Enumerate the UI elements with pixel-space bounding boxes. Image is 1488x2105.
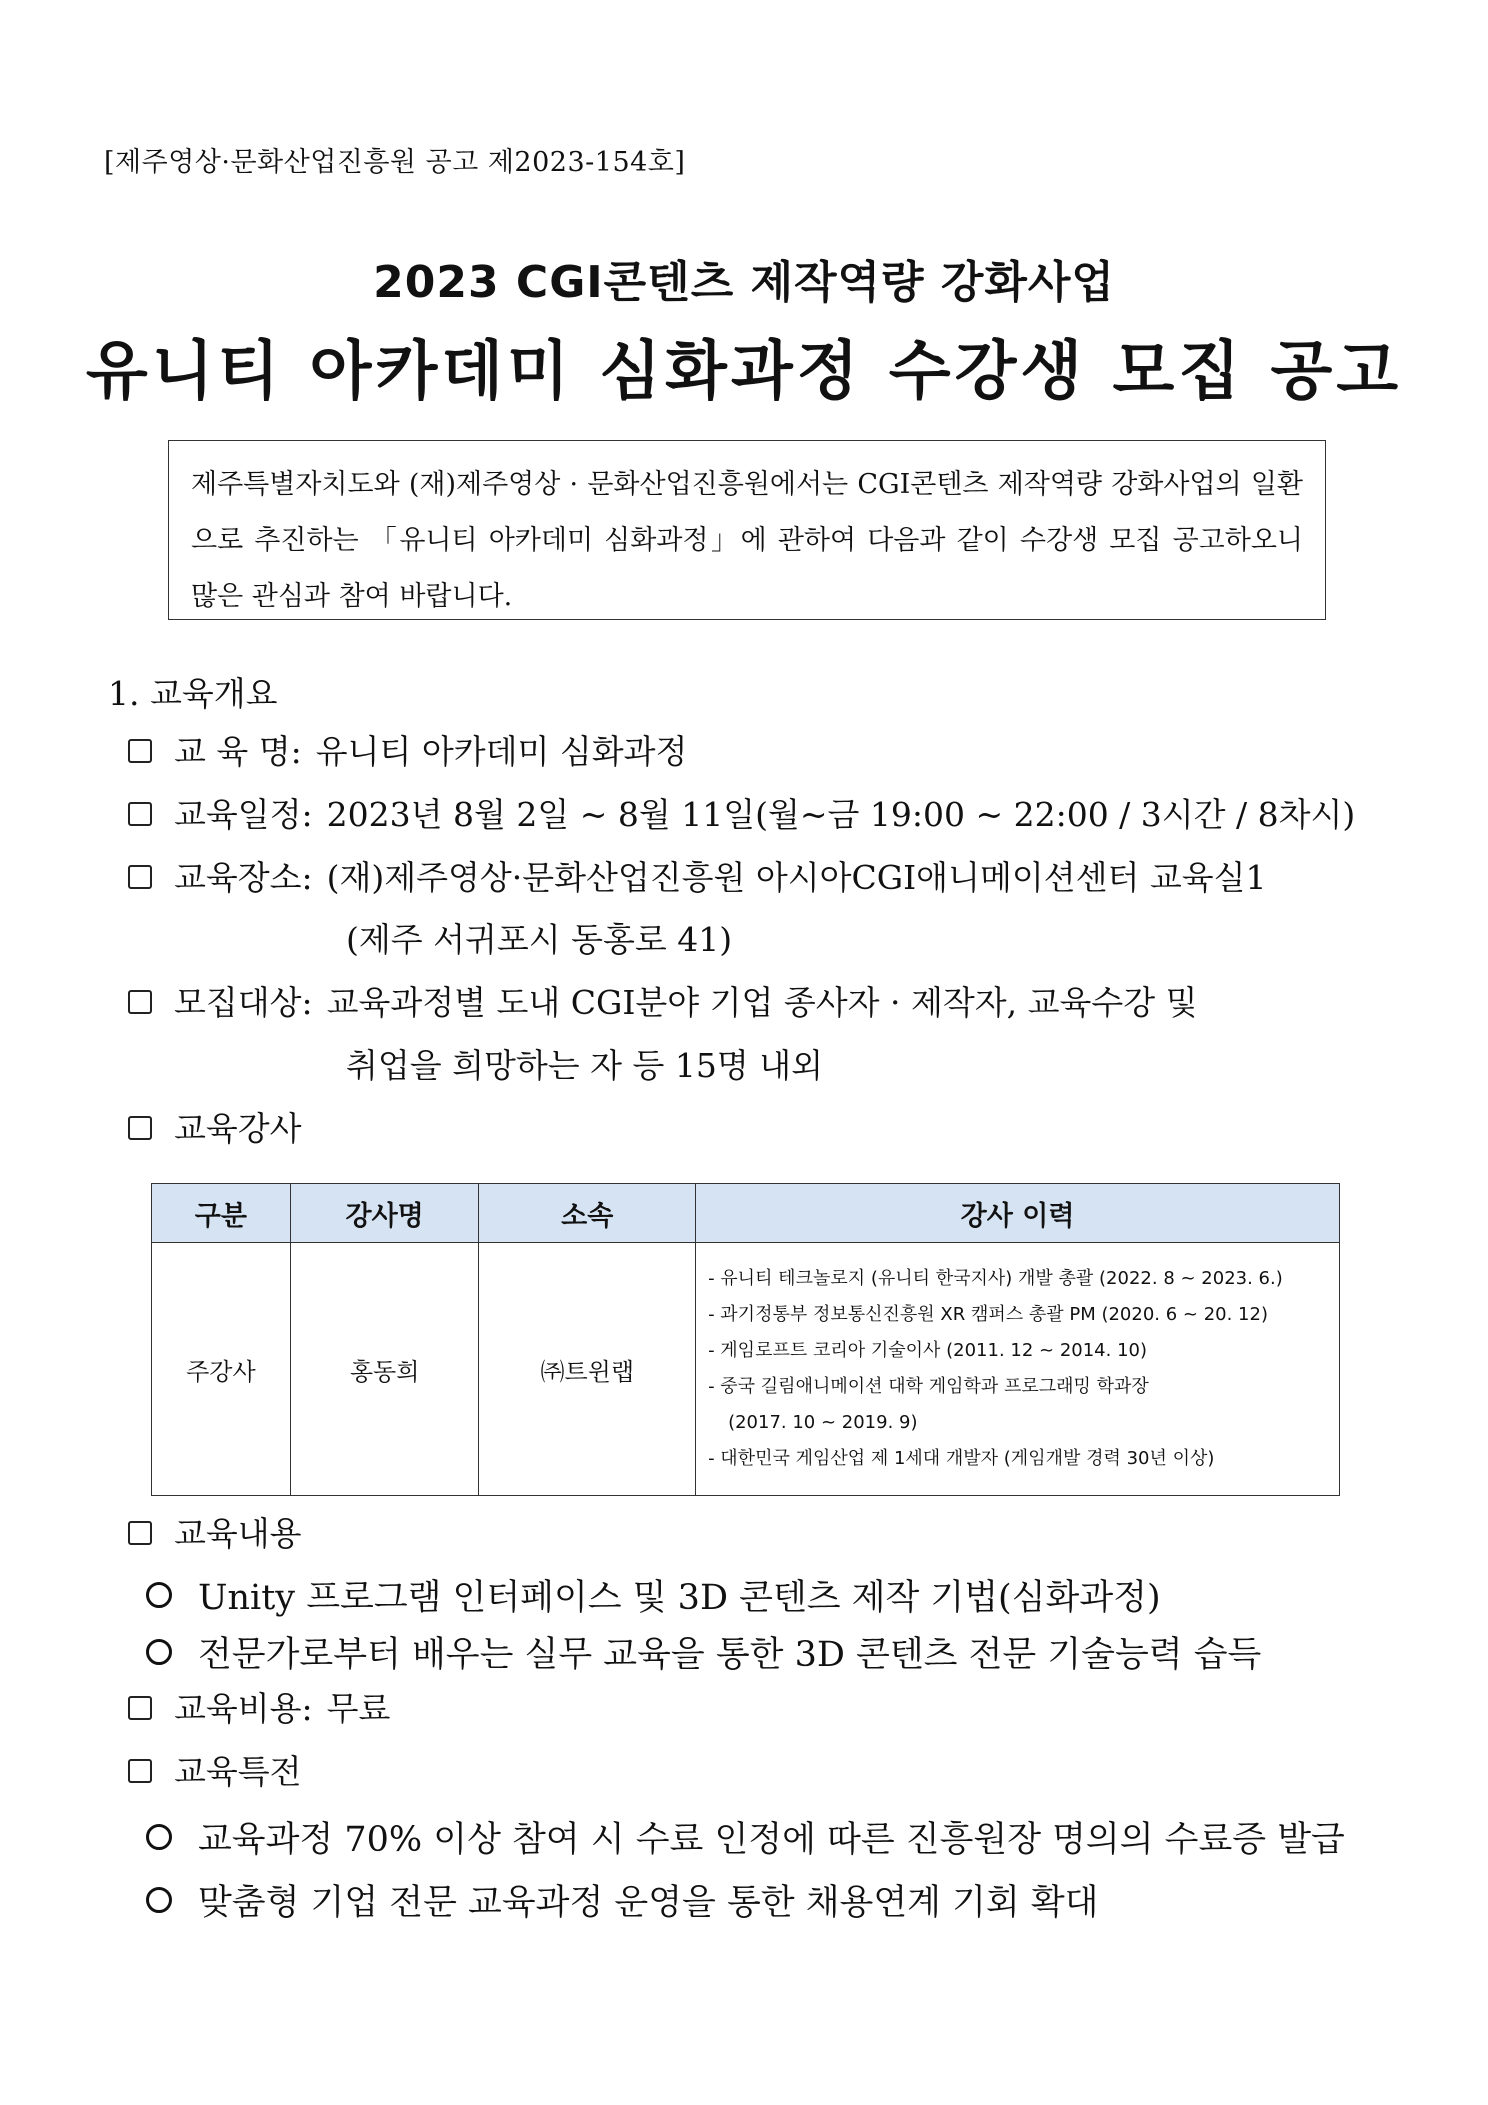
benefit-bullet-text: 교육과정 70% 이상 참여 시 수료 인정에 따른 진흥원장 명의의 수료증 발급 [198, 1820, 1345, 1860]
history-line: - 과기정통부 정보통신진흥원 XR 캠퍼스 총괄 PM (2020. 6 ~ 20. 12) [708, 1304, 1268, 1325]
venue-value: (재)제주영상·문화산업진흥원 아시아CGI애니메이션센터 교육실1 [326, 858, 1267, 897]
intro-text: 제주특별자치도와 (재)제주영상 · 문화산업진흥원에서는 CGI콘텐츠 제작역량 강화사업의 일환으로 추진하는 「유니티 아카데미 심화과정」에 관하여 다음과 같이 수강생 모집 공고하오니 많은 관심과 참여 바랍니다. [191, 469, 1303, 612]
document-subtitle: 2023 CGI콘텐츠 제작역량 강화사업 [373, 257, 1115, 308]
cell-type: 주강사 [152, 1243, 291, 1496]
benefit-label: 교육특전 [174, 1752, 302, 1791]
content-bullet-text: Unity 프로그램 인터페이스 및 3D 콘텐츠 제작 기법(심화과정) [198, 1578, 1161, 1618]
circle-bullet-icon [146, 1582, 172, 1608]
circle-bullet-icon [146, 1887, 172, 1913]
benefit-bullet [146, 1812, 1345, 1862]
item-benefit [128, 1746, 302, 1793]
item-instructor [128, 1103, 302, 1150]
course-name-value: 유니티 아카데미 심화과정 [315, 732, 688, 771]
section-heading-overview: 1. 교육개요 [108, 674, 278, 713]
item-course-name [128, 726, 687, 773]
header-history: 강사 이력 [696, 1184, 1340, 1243]
checkbox-icon [128, 990, 152, 1014]
history-line: - 유니티 테크놀로지 (유니티 한국지사) 개발 총괄 (2022. 8 ~ 2023. 6.) [708, 1268, 1283, 1289]
cell-name: 홍동희 [290, 1243, 479, 1496]
course-name-label: 교 육 명: [174, 732, 302, 771]
target-value: 교육과정별 도내 CGI분야 기업 종사자 · 제작자, 교육수강 및 [326, 983, 1198, 1022]
table-row [152, 1243, 1340, 1496]
content-label: 교육내용 [174, 1514, 302, 1553]
circle-bullet-icon [146, 1824, 172, 1850]
notice-number: [제주영상·문화산업진흥원 공고 제2023-154호] [104, 147, 686, 178]
checkbox-icon [128, 1116, 152, 1140]
instructor-table [151, 1183, 1340, 1496]
schedule-label: 교육일정: [174, 795, 313, 834]
history-line: - 게임로프트 코리아 기술이사 (2011. 12 ~ 2014. 10) [708, 1340, 1147, 1361]
checkbox-icon [128, 1759, 152, 1783]
cell-history [696, 1243, 1340, 1496]
item-content [128, 1508, 302, 1555]
item-cost [128, 1683, 390, 1730]
target-value-continued: 취업을 희망하는 자 등 15명 내외 [346, 1046, 823, 1085]
cost-value: 무료 [326, 1689, 391, 1728]
cost-label: 교육비용: [174, 1689, 313, 1728]
checkbox-icon [128, 802, 152, 826]
benefit-bullet-text: 맞춤형 기업 전문 교육과정 운영을 통한 채용연계 기회 확대 [198, 1883, 1099, 1923]
header-type: 구분 [152, 1184, 291, 1243]
content-bullet [146, 1627, 1261, 1677]
schedule-value: 2023년 8월 2일 ~ 8월 11일(월~금 19:00 ~ 22:00 / 3시간 / 8차시) [326, 795, 1356, 834]
header-name: 강사명 [290, 1184, 479, 1243]
checkbox-icon [128, 865, 152, 889]
venue-address: (제주 서귀포시 동홍로 41) [346, 920, 733, 959]
history-line: - 중국 길림애니메이션 대학 게임학과 프로그래밍 학과장 [708, 1376, 1149, 1397]
header-affiliation: 소속 [479, 1184, 696, 1243]
item-schedule [128, 789, 1355, 836]
content-bullet [146, 1570, 1161, 1620]
circle-bullet-icon [146, 1639, 172, 1665]
target-label: 모집대상: [174, 983, 313, 1022]
content-bullet-text: 전문가로부터 배우는 실무 교육을 통한 3D 콘텐츠 전문 기술능력 습득 [198, 1635, 1262, 1675]
venue-label: 교육장소: [174, 858, 313, 897]
item-venue [128, 852, 1266, 899]
document-title: 유니티 아카데미 심화과정 수강생 모집 공고 [85, 335, 1403, 409]
table-header-row [152, 1184, 1340, 1243]
cell-affiliation: ㈜트윈랩 [479, 1243, 696, 1496]
benefit-bullet [146, 1875, 1098, 1925]
intro-box [168, 440, 1326, 620]
checkbox-icon [128, 739, 152, 763]
history-line: (2017. 10 ~ 2019. 9) [728, 1412, 918, 1433]
item-target [128, 977, 1198, 1024]
checkbox-icon [128, 1696, 152, 1720]
history-line: - 대한민국 게임산업 제 1세대 개발자 (게임개발 경력 30년 이상) [708, 1448, 1215, 1469]
checkbox-icon [128, 1521, 152, 1545]
instructor-label: 교육강사 [174, 1109, 302, 1148]
